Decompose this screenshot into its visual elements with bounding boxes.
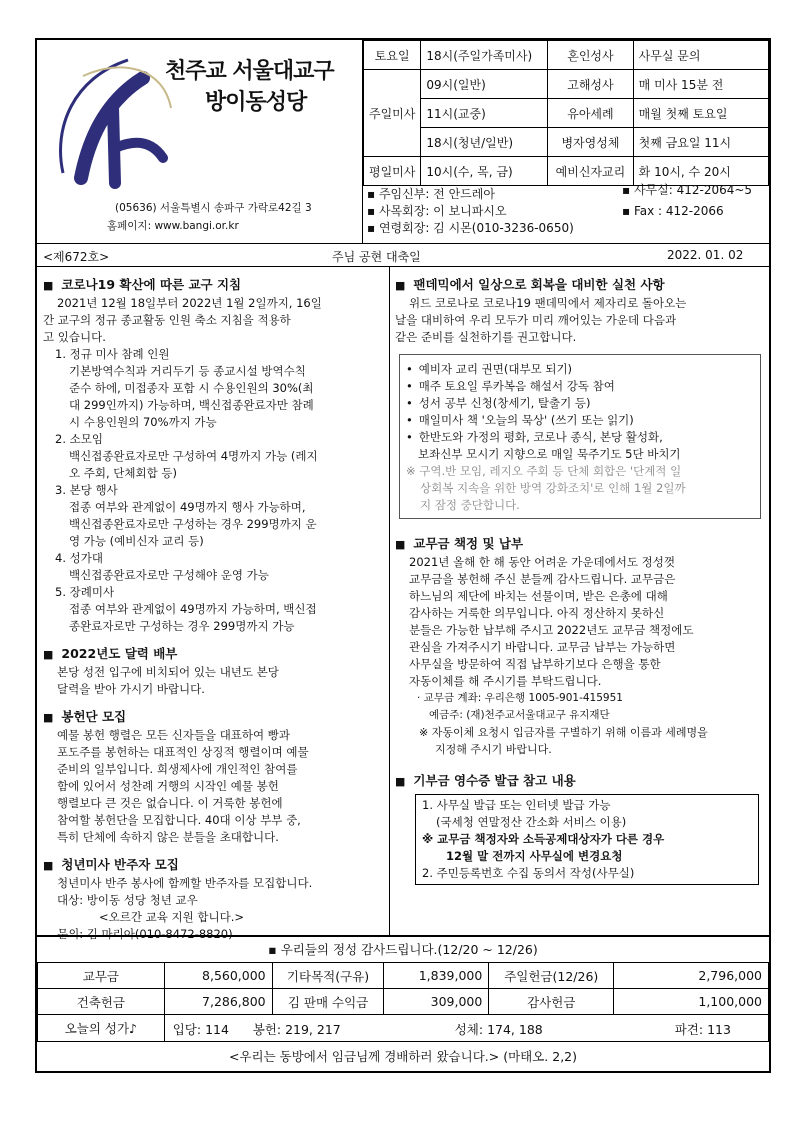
finance-value: 2,796,000 — [614, 963, 769, 989]
schedule-row — [364, 99, 769, 128]
finance-value: 309,000 — [384, 989, 489, 1015]
schedule-cell: 18시(주일가족미사) — [421, 41, 548, 70]
hymn-offertory: 봉헌: 219, 217 — [252, 1022, 341, 1037]
text-line: 하느님의 제단에 바치는 선물이며, 받은 은총에 대해 — [409, 589, 668, 603]
finance-label: 교무금 — [38, 963, 165, 989]
text-line: 2021년 올해 한 해 동안 어려운 가운데에서도 정성껏 — [409, 555, 675, 569]
schedule-row — [364, 70, 769, 99]
text-line: 감사하는 거룩한 의무입니다. 아직 정산하지 못하신 — [409, 606, 665, 620]
text-line: 종완료자로만 구성하는 경우 299명까지 가능 — [69, 619, 295, 633]
list-item: • 매주 토요일 루카복음 해설서 강독 참여 — [406, 378, 754, 395]
text-line: 간 교구의 정규 종교활동 인원 축소 지침을 적용하 — [43, 313, 291, 327]
text-line: 분들은 가능한 납부해 주시고 2022년도 교무금 책정에도 — [409, 623, 694, 637]
finance-table — [37, 962, 769, 1042]
text-line: 보좌신부 모시기 지향으로 매일 묵주기도 5단 바치기 — [418, 447, 681, 461]
finance-row — [38, 989, 769, 1015]
schedule-cell: 09시(일반) — [421, 70, 548, 99]
address: (05636) 서울특별시 송파구 가락로42길 3 — [115, 202, 312, 214]
text-line: 문의: 김 마리아(010-8472-8820) — [57, 927, 233, 941]
note-line: 지 잠정 중단합니다. — [420, 498, 520, 512]
text-line: 12월 말 전까지 사무실에 변경요청 — [446, 849, 623, 863]
list-item: 1. 정규 미사 참례 인원 — [55, 347, 170, 361]
left-column — [43, 276, 385, 953]
tithe-section — [395, 535, 765, 758]
account-line: · 교무금 계좌: 우리은행 1005-901-415951 — [417, 692, 623, 704]
council-contact: ▪ 사목회장: 이 보니파시오 — [367, 204, 507, 218]
receipt-section — [395, 772, 765, 885]
text-line: 날을 대비하여 우리 모두가 미리 깨어있는 가운데 다음과 — [395, 313, 677, 327]
schedule-cell: 매 미사 15분 전 — [633, 70, 768, 99]
calendar-section — [43, 645, 385, 698]
text-line: 백신접종완료자로만 구성하는 경우 299명까지 운 — [69, 517, 317, 531]
gospel-acclamation: <우리는 동방에서 임금님께 경배하러 왔습니다.> (마태오. 2,2) — [228, 1049, 578, 1064]
accompanist-section — [43, 856, 385, 943]
list-item: 3. 본당 행사 — [55, 483, 118, 497]
schedule-row — [364, 128, 769, 157]
schedule-cell: 10시(수, 목, 금) — [421, 157, 548, 186]
right-column — [395, 276, 765, 895]
issue-date: 2022. 01. 02 — [667, 248, 744, 262]
text-line: ※ 교무금 책정자와 소득공제대상자가 다른 경우 — [422, 832, 665, 846]
text-line: 백신접종완료자로만 구성하여 4명까지 가능 (레지 — [69, 449, 318, 463]
finance-label: 감사헌금 — [489, 989, 614, 1015]
schedule-cell: 화 10시, 수 20시 — [633, 157, 768, 186]
note-line: ※ 구역.반 모임, 레지오 주회 등 단체 회합은 '단계적 일 — [406, 464, 682, 478]
covid-guideline-section — [43, 276, 385, 635]
text-line: 대 299인까지) 가능하며, 백신접종완료자만 참례 — [69, 398, 314, 412]
receipt-box — [415, 794, 759, 885]
text-line: 영 가능 (예비신자 교리 등) — [69, 534, 204, 548]
text-line: 같은 준비를 실천하기를 권고합니다. — [395, 330, 577, 344]
text-line: 특히 단체에 속하지 않은 분들을 초대합니다. — [57, 830, 279, 844]
contacts — [367, 183, 769, 243]
schedule-cell: 첫째 금요일 11시 — [633, 128, 768, 157]
recovery-section — [395, 276, 765, 519]
text-line: 사무실을 방문하여 직접 납부하기보다 은행을 통한 — [409, 657, 661, 671]
text-line: 시 수용인원의 70%까지 가능 — [69, 415, 217, 429]
thanks-title: ▪ 우리들의 정성 감사드립니다.(12/20 ~ 12/26) — [37, 935, 769, 962]
office-phone: ▪ 사무실: 412-2064~5 — [622, 183, 753, 197]
hymn-row — [38, 1015, 769, 1042]
parish-name-line2: 방이동성당 — [205, 90, 307, 115]
text-line: 접종 여부와 관계없이 49명까지 가능하며, 백신접 — [69, 602, 317, 616]
list-item: • 한반도와 가정의 평화, 코로나 종식, 본당 활성화, — [406, 429, 754, 446]
fax-number: ▪ Fax : 412-2066 — [622, 204, 724, 218]
schedule-cell: 주일미사 — [364, 70, 421, 157]
hymn-entrance: 입당: 114 — [172, 1022, 229, 1037]
date-bar — [37, 243, 769, 267]
hymn-cell — [164, 1015, 768, 1042]
finance-row — [38, 963, 769, 989]
section-title: ■ 팬데믹에서 일상으로 회복을 대비한 실천 사항 — [395, 276, 765, 294]
homepage: 홈페이지: www.bangi.or.kr — [107, 220, 239, 232]
schedule-cell: 11시(교중) — [421, 99, 548, 128]
text-line: 교무금을 봉헌해 주신 분들께 감사드립니다. 교무금은 — [409, 572, 676, 586]
practice-box — [399, 354, 761, 519]
text-line: 참여할 봉헌단을 모집합니다. 40대 이상 부부 중, — [57, 813, 301, 827]
text-line: 청년미사 반주 봉사에 함께할 반주자를 모집합니다. — [57, 876, 313, 890]
text-line: 위드 코로나로 코로나19 팬데믹에서 제자리로 돌아오는 — [409, 296, 687, 310]
section-title: ■ 기부금 영수증 발급 참고 내용 — [395, 772, 765, 790]
schedule-cell: 병자영성체 — [548, 128, 633, 157]
pastor-contact: ▪ 주임신부: 전 안드레아 — [367, 187, 495, 201]
section-title: ■ 코로나19 확산에 따른 교구 지침 — [43, 276, 385, 294]
list-item: 2. 주민등록번호 수집 동의서 작성(사무실) — [422, 866, 635, 880]
text-line: 예물 봉헌 행렬은 모든 신자들을 대표하여 빵과 — [57, 728, 291, 742]
finance-label: 건축헌금 — [38, 989, 165, 1015]
note-line: ※ 자동이체 요청시 입금자를 구별하기 위해 이름과 세례명을 — [419, 726, 708, 739]
finance-value: 8,560,000 — [164, 963, 272, 989]
finance-value: 1,100,000 — [614, 989, 769, 1015]
note-line: 상회복 지속을 위한 방역 강화조치'로 인해 1월 2일까 — [420, 481, 686, 495]
hymn-communion: 성체: 174, 188 — [454, 1022, 543, 1037]
hymn-recessional: 파견: 113 — [674, 1022, 731, 1037]
schedule-cell: 유아세례 — [548, 99, 633, 128]
text-line: 백신접종완료자로만 구성해야 운영 가능 — [69, 568, 269, 582]
list-item: • 성서 공부 신청(창세기, 탈출기 등) — [406, 395, 754, 412]
list-item: 2. 소모임 — [55, 432, 103, 446]
finance-label: 김 판매 수익금 — [272, 989, 384, 1015]
schedule-cell: 매월 첫째 토요일 — [633, 99, 768, 128]
text-line: 행렬보다 큰 것은 없습니다. 이 거룩한 봉헌에 — [57, 796, 283, 810]
finance-label: 기타목적(구유) — [272, 963, 384, 989]
schedule-cell: 사무실 문의 — [633, 41, 768, 70]
text-line: 달력을 받아 가시기 바랍니다. — [57, 682, 205, 696]
finance-label: 주일헌금(12/26) — [489, 963, 614, 989]
column-divider — [389, 267, 390, 935]
text-line: (국세청 연말정산 간소화 서비스 이용) — [436, 815, 627, 829]
parish-logo-icon — [43, 48, 173, 198]
logo-area — [37, 40, 363, 243]
schedule-cell: 혼인성사 — [548, 41, 633, 70]
text-line: 준비의 일부입니다. 희생제사에 개인적인 참여를 — [57, 762, 298, 776]
schedule-row — [364, 41, 769, 70]
list-item: 5. 장례미사 — [55, 585, 115, 599]
list-item: • 매일미사 책 '오늘의 묵상' (쓰기 또는 읽기) — [406, 412, 754, 429]
list-item: 1. 사무실 발급 또는 인터넷 발급 가능 — [422, 798, 611, 812]
header — [37, 40, 769, 243]
text-line: 오 주회, 단체회합 등) — [69, 466, 177, 480]
schedule-cell: 예비신자교리 — [548, 157, 633, 186]
schedule-cell: 평일미사 — [364, 157, 421, 186]
text-line: 함에 있어서 성찬례 거행의 시작인 예물 봉헌 — [57, 779, 279, 793]
list-item: • 예비자 교리 권면(대부모 되기) — [406, 361, 754, 378]
text-line: 자동이체를 해 주시기를 부탁드립니다. — [409, 674, 602, 688]
text-line: 기본방역수칙과 거리두기 등 종교시설 방역수칙 — [69, 364, 306, 378]
text-line: 2021년 12월 18일부터 2022년 1월 2일까지, 16일 — [57, 296, 322, 310]
text-line: 포도주를 봉헌하는 대표적인 상징적 행렬이며 예물 — [57, 745, 309, 759]
text-line: 본당 성전 입구에 비치되어 있는 내년도 본당 — [57, 665, 279, 679]
finance-value: 1,839,000 — [384, 963, 489, 989]
text-line: 고 있습니다. — [43, 330, 106, 344]
section-title: ■ 청년미사 반주자 모집 — [43, 856, 385, 874]
schedule-cell: 고해성사 — [548, 70, 633, 99]
text-line: <오르간 교육 지원 합니다.> — [99, 910, 244, 924]
bulletin-page — [35, 38, 771, 1073]
section-title: ■ 2022년도 달력 배부 — [43, 645, 385, 663]
text-line: 관심을 가져주시기 바랍니다. 교무금 납부는 가능하면 — [409, 640, 676, 654]
section-title: ■ 봉헌단 모집 — [43, 708, 385, 726]
text-line: 대상: 방이동 성당 청년 교우 — [57, 893, 198, 907]
account-holder: 예금주: (재)천주교서울대교구 유지재단 — [429, 709, 610, 721]
offertory-section — [43, 708, 385, 846]
issue-number: <제672호> — [43, 250, 110, 264]
federation-contact: ▪ 연령회장: 김 시몬(010-3236-0650) — [367, 221, 574, 235]
hymn-label: 오늘의 성가♪ — [38, 1015, 165, 1042]
note-line: 지정해 주시기 바랍니다. — [435, 743, 552, 756]
text-line: 준수 하에, 미접종자 포함 시 수용인원의 30%(최 — [69, 381, 314, 395]
schedule-cell: 토요일 — [364, 41, 421, 70]
list-item: 4. 성가대 — [55, 551, 103, 565]
parish-name-line1: 천주교 서울대교구 — [165, 59, 334, 84]
mass-schedule-table — [363, 40, 769, 186]
section-title: ■ 교무금 책정 및 납부 — [395, 535, 765, 553]
feast-title: 주님 공현 대축일 — [332, 250, 421, 264]
text-line: 접종 여부와 관계없이 49명까지 행사 가능하며, — [69, 500, 306, 514]
finance-value: 7,286,800 — [164, 989, 272, 1015]
schedule-cell: 18시(청년/일반) — [421, 128, 548, 157]
